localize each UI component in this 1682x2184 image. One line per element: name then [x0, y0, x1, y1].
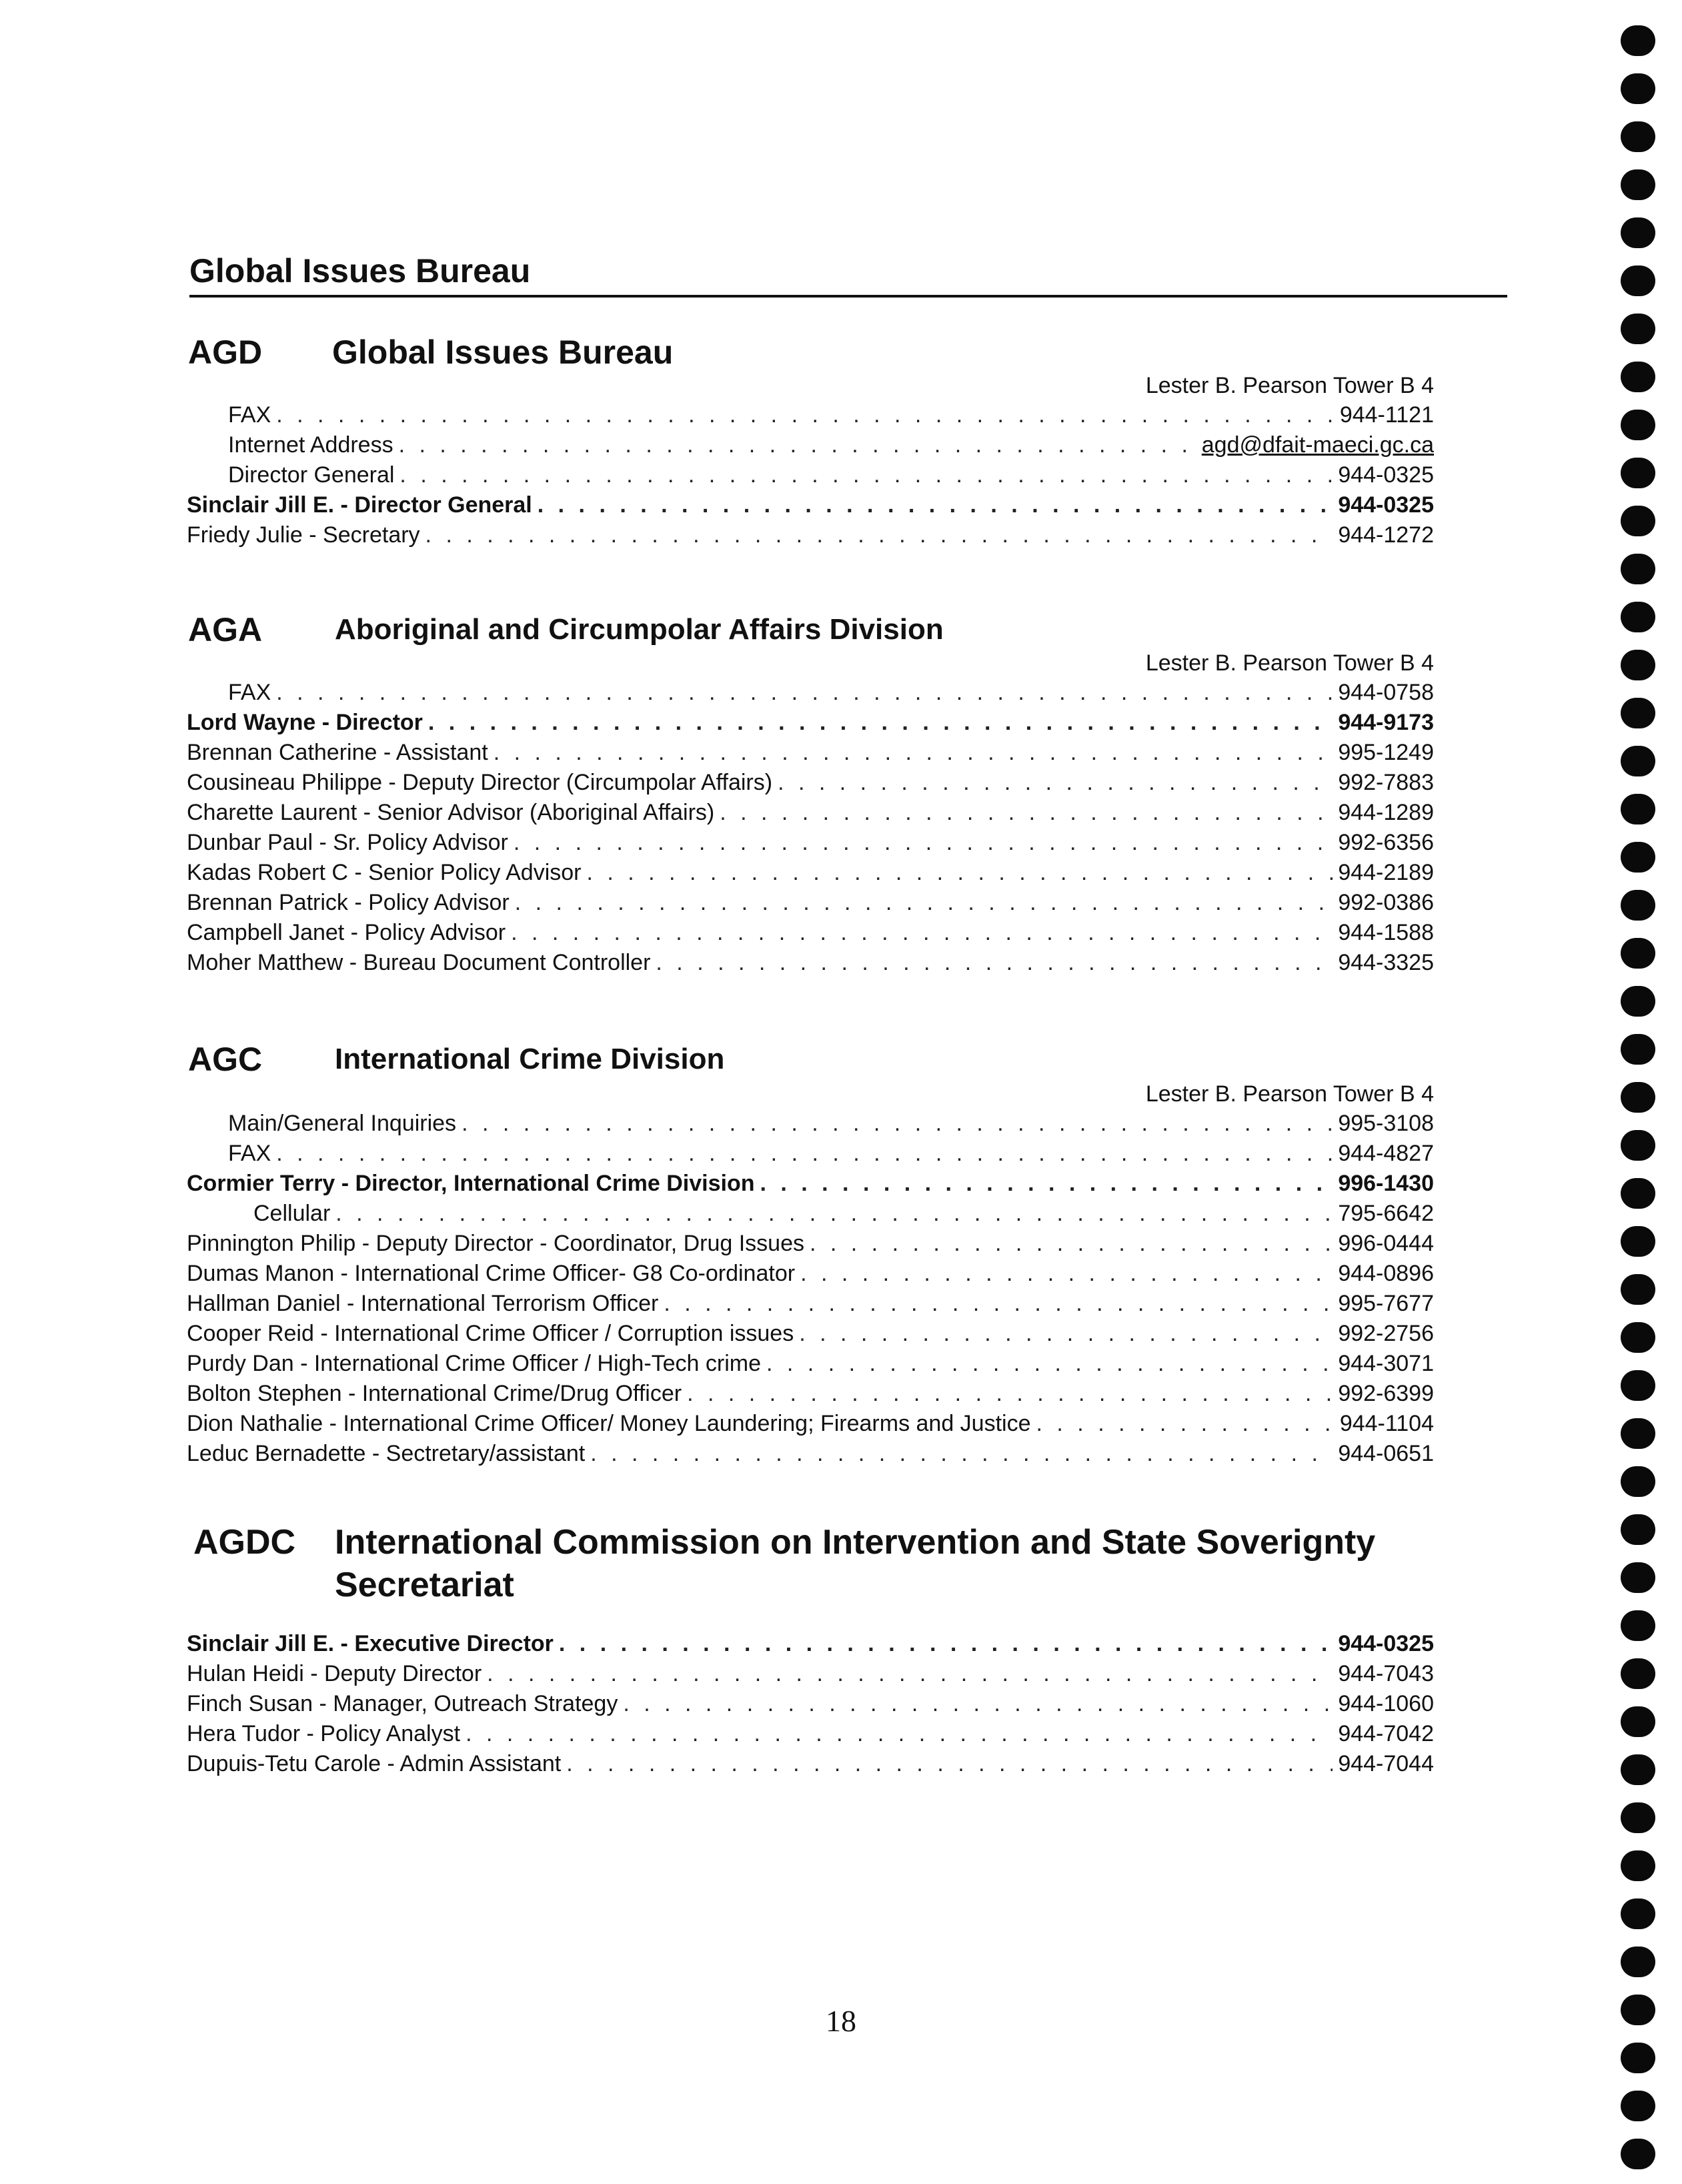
section-aga: [187, 610, 1447, 978]
location: Lester B. Pearson Tower B 4: [1145, 1081, 1434, 1107]
list-item: [187, 490, 1434, 520]
entry-label: Brennan Patrick - Policy Advisor: [187, 890, 510, 915]
page-title: Global Issues Bureau: [189, 252, 531, 290]
section-code: AGDC: [193, 1523, 296, 1562]
dot-leader: [514, 828, 1333, 858]
email-link[interactable]: agd@dfait-maeci.gc.ca: [1201, 432, 1434, 458]
binding-hole: [1621, 1898, 1655, 1929]
dot-leader: [687, 1379, 1333, 1409]
dot-leader: [559, 1629, 1333, 1659]
binding-hole: [1621, 73, 1655, 104]
section-heading: [187, 332, 1447, 380]
binding-hole: [1621, 1802, 1655, 1833]
section-name: [335, 1521, 1469, 1606]
phone-number: 944-7043: [1338, 1661, 1434, 1686]
dot-leader: [799, 1319, 1333, 1349]
list-item: [187, 520, 1434, 550]
list-item: [187, 948, 1434, 978]
binding-hole: [1621, 2043, 1655, 2073]
phone-number: 996-1430: [1338, 1171, 1434, 1196]
dot-leader: [720, 798, 1333, 828]
entry-label: Finch Susan - Manager, Outreach Strategy: [187, 1691, 618, 1716]
binding-hole: [1621, 602, 1655, 632]
entry-label: Dion Nathalie - International Crime Officer/ Money Laundering; Firearms and Justice: [187, 1411, 1031, 1436]
section-name: Aboriginal and Circumpolar Affairs Division: [335, 613, 944, 646]
dot-leader: [466, 1719, 1333, 1749]
binding-hole: [1621, 2139, 1655, 2169]
entry-label: Hallman Daniel - International Terrorism Officer: [187, 1291, 659, 1316]
binding-hole: [1621, 1514, 1655, 1545]
dot-leader: [276, 400, 1335, 430]
entry-label: Bolton Stephen - International Crime/Drug Officer: [187, 1381, 682, 1406]
section-name: International Crime Division: [335, 1043, 725, 1075]
dot-leader: [800, 1259, 1333, 1289]
list-item: [187, 400, 1434, 430]
binding-hole: [1621, 458, 1655, 488]
phone-number: 944-1104: [1339, 1411, 1434, 1436]
list-item: [187, 1229, 1434, 1259]
binding-hole: [1621, 1754, 1655, 1785]
entry-label: Cormier Terry - Director, International Crime Division: [187, 1171, 755, 1196]
phone-number: 944-0651: [1338, 1441, 1434, 1466]
entry-label: Cellular: [253, 1201, 331, 1226]
binding-hole: [1621, 1562, 1655, 1593]
phone-number: 992-7883: [1338, 770, 1434, 795]
dot-leader: [586, 858, 1333, 888]
list-item: [187, 1109, 1434, 1139]
section-heading: [187, 1039, 1447, 1087]
list-item: [187, 460, 1434, 490]
binding-hole: [1621, 1418, 1655, 1449]
page-number: 18: [826, 2004, 856, 2038]
section-code: AGA: [188, 611, 263, 648]
entry-label: Cousineau Philippe - Deputy Director (Circumpolar Affairs): [187, 770, 773, 795]
binding-hole: [1621, 1178, 1655, 1209]
binding-hole: [1621, 698, 1655, 728]
list-item: [187, 858, 1434, 888]
entry-label: Purdy Dan - International Crime Officer / High-Tech crime: [187, 1351, 762, 1376]
binding-holes: [1621, 19, 1661, 2173]
dot-leader: [399, 460, 1333, 490]
entry-label: FAX: [228, 1141, 271, 1166]
list-item: [187, 738, 1434, 768]
list-item: [187, 1689, 1434, 1719]
phone-number: 992-6399: [1338, 1381, 1434, 1406]
list-item: [187, 918, 1434, 948]
list-item: [187, 1749, 1434, 1779]
binding-hole: [1621, 1466, 1655, 1497]
list-item: [187, 1289, 1434, 1319]
binding-hole: [1621, 746, 1655, 776]
phone-number: 944-1121: [1339, 402, 1434, 428]
phone-number: 944-7042: [1338, 1721, 1434, 1746]
dot-leader: [426, 520, 1333, 550]
binding-hole: [1621, 314, 1655, 344]
dot-leader: [590, 1439, 1333, 1469]
section-agd: [187, 332, 1447, 550]
phone-number: 944-1588: [1338, 920, 1434, 945]
dot-leader: [494, 738, 1333, 768]
binding-hole: [1621, 1226, 1655, 1257]
dot-leader: [515, 888, 1333, 918]
binding-hole: [1621, 121, 1655, 152]
dot-leader: [487, 1659, 1333, 1689]
list-item: [187, 430, 1434, 460]
phone-number: 944-1272: [1338, 522, 1434, 548]
list-item: [187, 768, 1434, 798]
binding-hole: [1621, 265, 1655, 296]
binding-hole: [1621, 1322, 1655, 1353]
binding-hole: [1621, 506, 1655, 536]
section-heading: [187, 610, 1447, 658]
entry-label: Leduc Bernadette - Sectretary/assistant: [187, 1441, 586, 1466]
list-item: [187, 1379, 1434, 1409]
list-item: [187, 678, 1434, 708]
binding-hole: [1621, 2091, 1655, 2121]
entry-label: Hulan Heidi - Deputy Director: [187, 1661, 482, 1686]
binding-hole: [1621, 217, 1655, 248]
phone-number: 995-7677: [1338, 1291, 1434, 1316]
binding-hole: [1621, 410, 1655, 440]
entry-label: Hera Tudor - Policy Analyst: [187, 1721, 461, 1746]
entry-label: Kadas Robert C - Senior Policy Advisor: [187, 860, 582, 885]
entry-label: Dunbar Paul - Sr. Policy Advisor: [187, 830, 508, 855]
list-item: [187, 1349, 1434, 1379]
phone-number: 992-2756: [1338, 1321, 1434, 1346]
entry-label: Cooper Reid - International Crime Officer / Corruption issues: [187, 1321, 794, 1346]
entry-label: FAX: [228, 402, 271, 428]
phone-number: 944-0325: [1338, 492, 1434, 518]
section-name-line2: Secretariat: [335, 1566, 514, 1604]
binding-hole: [1621, 169, 1655, 200]
phone-number: 944-0325: [1338, 462, 1434, 488]
phone-number: 944-4827: [1338, 1141, 1434, 1166]
binding-hole: [1621, 1706, 1655, 1737]
entry-label: Internet Address: [228, 432, 393, 458]
entry-label: Sinclair Jill E. - Director General: [187, 492, 532, 518]
phone-number: 995-1249: [1338, 740, 1434, 765]
list-item: [187, 1139, 1434, 1169]
list-item: [187, 1259, 1434, 1289]
section-heading: [187, 1521, 1447, 1614]
dot-leader: [778, 768, 1333, 798]
dot-leader: [760, 1169, 1333, 1199]
entry-label: Pinnington Philip - Deputy Director - Coordinator, Drug Issues: [187, 1231, 804, 1256]
binding-hole: [1621, 1034, 1655, 1065]
list-item: [187, 1719, 1434, 1749]
binding-hole: [1621, 1947, 1655, 1977]
binding-hole: [1621, 1610, 1655, 1641]
list-item: [187, 1319, 1434, 1349]
binding-hole: [1621, 1995, 1655, 2025]
section-name: Global Issues Bureau: [332, 334, 674, 371]
binding-hole: [1621, 1130, 1655, 1161]
dot-leader: [664, 1289, 1333, 1319]
dot-leader: [276, 678, 1333, 708]
dot-leader: [335, 1199, 1333, 1229]
binding-hole: [1621, 890, 1655, 921]
phone-number: 944-9173: [1338, 710, 1434, 735]
binding-hole: [1621, 938, 1655, 969]
phone-number: 944-0758: [1338, 680, 1434, 705]
list-item: [187, 1169, 1434, 1199]
phone-number: 944-7044: [1338, 1751, 1434, 1776]
binding-hole: [1621, 1658, 1655, 1689]
dot-leader: [399, 430, 1196, 460]
phone-number: 944-2189: [1338, 860, 1434, 885]
dot-leader: [656, 948, 1333, 978]
binding-hole: [1621, 554, 1655, 584]
location: Lester B. Pearson Tower B 4: [1145, 373, 1434, 398]
binding-hole: [1621, 362, 1655, 392]
phone-number: 996-0444: [1338, 1231, 1434, 1256]
phone-number: 944-0325: [1338, 1631, 1434, 1656]
binding-hole: [1621, 650, 1655, 680]
list-item: [187, 1439, 1434, 1469]
list-item: [187, 1409, 1434, 1439]
section-code: AGD: [188, 334, 263, 371]
list-item: [187, 708, 1434, 738]
phone-number: 995-3108: [1338, 1111, 1434, 1136]
phone-number: 944-0896: [1338, 1261, 1434, 1286]
dot-leader: [810, 1229, 1333, 1259]
entry-label: FAX: [228, 680, 271, 705]
list-item: [187, 888, 1434, 918]
entry-label: Lord Wayne - Director: [187, 710, 423, 735]
phone-number: 992-0386: [1338, 890, 1434, 915]
section-code: AGC: [188, 1041, 263, 1078]
binding-hole: [1621, 986, 1655, 1017]
binding-hole: [1621, 842, 1655, 873]
list-item: [187, 828, 1434, 858]
entry-label: Director General: [228, 462, 395, 488]
phone-number: 944-3325: [1338, 950, 1434, 975]
dot-leader: [511, 918, 1333, 948]
dot-leader: [538, 490, 1333, 520]
section-name-line1: International Commission on Intervention and State Soverignty: [335, 1523, 1376, 1562]
section-agc: [187, 1039, 1447, 1469]
phone-number: 992-6356: [1338, 830, 1434, 855]
binding-hole: [1621, 1850, 1655, 1881]
list-item: [187, 798, 1434, 828]
dot-leader: [1036, 1409, 1335, 1439]
binding-hole: [1621, 25, 1655, 56]
dot-leader: [623, 1689, 1333, 1719]
phone-number: 944-3071: [1338, 1351, 1434, 1376]
list-item: [187, 1659, 1434, 1689]
phone-number: 944-1289: [1338, 800, 1434, 825]
entry-label: Dumas Manon - International Crime Officer- G8 Co-ordinator: [187, 1261, 796, 1286]
dot-leader: [566, 1749, 1333, 1779]
entry-label: Charette Laurent - Senior Advisor (Aboriginal Affairs): [187, 800, 715, 825]
dot-leader: [462, 1109, 1333, 1139]
phone-number: 795-6642: [1338, 1201, 1434, 1226]
entry-label: Brennan Catherine - Assistant: [187, 740, 488, 765]
entry-label: Campbell Janet - Policy Advisor: [187, 920, 506, 945]
dot-leader: [276, 1139, 1333, 1169]
phone-number: 944-1060: [1338, 1691, 1434, 1716]
binding-hole: [1621, 794, 1655, 825]
list-item: [187, 1629, 1434, 1659]
dot-leader: [766, 1349, 1333, 1379]
list-item: [187, 1199, 1434, 1229]
entry-label: Friedy Julie - Secretary: [187, 522, 420, 548]
location: Lester B. Pearson Tower B 4: [1145, 650, 1434, 676]
entry-label: Main/General Inquiries: [228, 1111, 457, 1136]
dot-leader: [428, 708, 1333, 738]
binding-hole: [1621, 1274, 1655, 1305]
entry-label: Dupuis-Tetu Carole - Admin Assistant: [187, 1751, 562, 1776]
binding-hole: [1621, 1082, 1655, 1113]
page-header: [189, 251, 1507, 298]
entry-label: Sinclair Jill E. - Executive Director: [187, 1631, 554, 1656]
entry-label: Moher Matthew - Bureau Document Controller: [187, 950, 651, 975]
binding-hole: [1621, 1370, 1655, 1401]
section-agdc: [187, 1521, 1447, 1779]
